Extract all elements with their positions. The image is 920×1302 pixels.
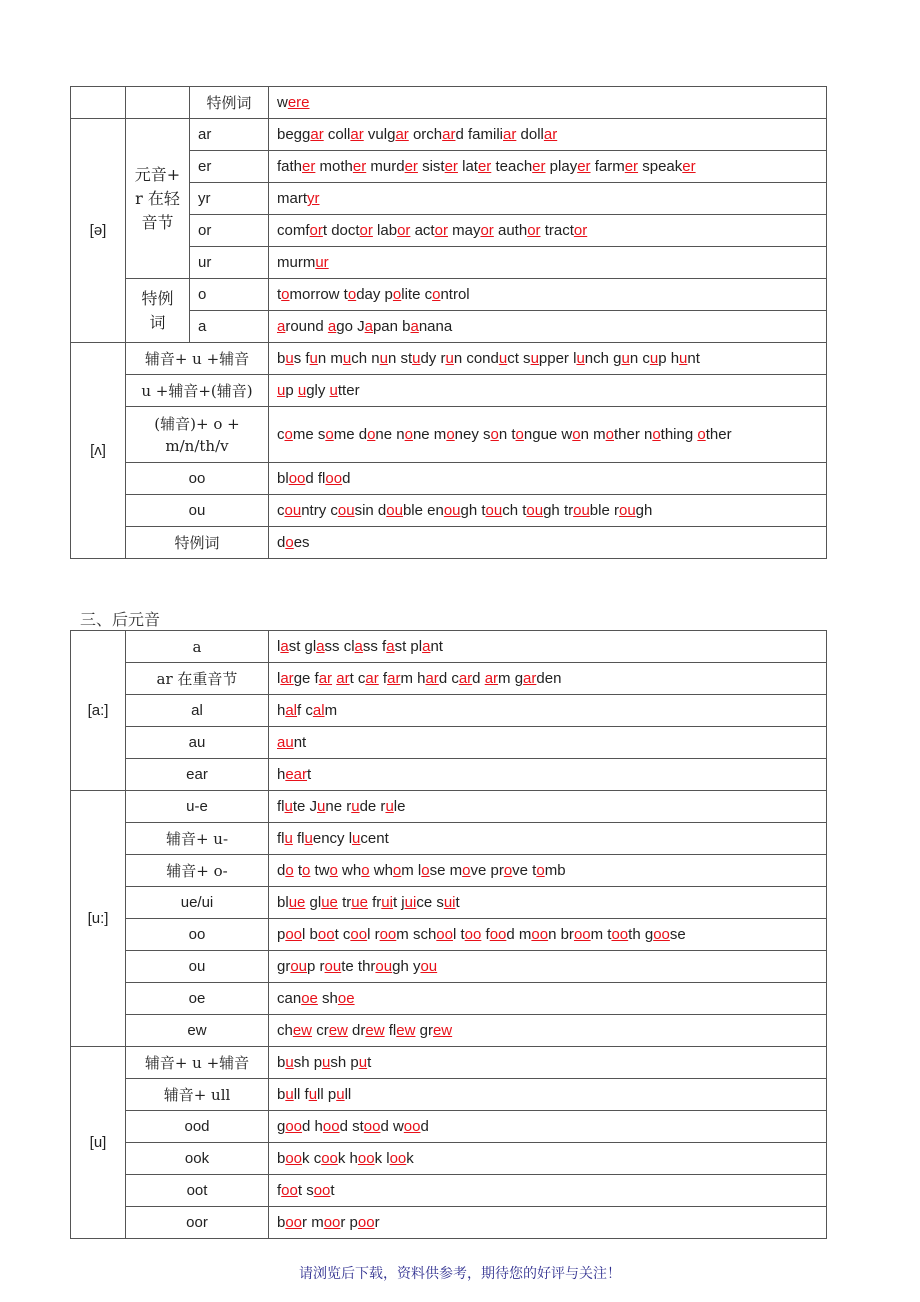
spelling-cell: oo [126, 463, 269, 495]
highlighted-letters: u [336, 1086, 345, 1103]
highlighted-letters: ar [543, 126, 558, 143]
highlighted-letters: o [432, 286, 441, 303]
highlighted-letters: a [386, 638, 395, 655]
highlighted-letters: o [367, 426, 376, 443]
spelling-cell: 辅音+ u- [126, 823, 269, 855]
highlighted-letters: u [285, 350, 294, 367]
phoneme-cell: [a:] [71, 631, 126, 791]
highlighted-letters: u [649, 350, 659, 367]
highlighted-letters: ou [526, 502, 544, 519]
highlighted-letters: ou [573, 502, 590, 519]
highlighted-letters: oo [489, 926, 507, 943]
highlighted-letters: oo [350, 926, 368, 943]
example-words: around ago Japan banana [269, 311, 827, 343]
spelling-cell: ur [190, 247, 269, 279]
highlighted-letters: ew [328, 1022, 348, 1039]
highlighted-letters: o [697, 426, 706, 443]
highlighted-letters: or [397, 222, 411, 239]
example-words: flu fluency lucent [269, 823, 827, 855]
highlighted-letters: er [624, 158, 639, 175]
spelling-cell: 辅音+ u +辅音 [126, 1047, 269, 1079]
highlighted-letters: ar [484, 670, 499, 687]
highlighted-letters: ar [523, 670, 537, 687]
spelling-cell: oot [126, 1175, 269, 1207]
highlighted-letters: u [317, 798, 326, 815]
example-words: chew crew drew flew grew [269, 1015, 827, 1047]
spelling-cell: oor [126, 1207, 269, 1239]
example-words: murmur [269, 247, 827, 279]
example-words: flute June rude rule [269, 791, 827, 823]
highlighted-letters: ar [395, 126, 409, 143]
highlighted-letters: oo [436, 926, 453, 943]
phoneme-cell: [u:] [71, 791, 126, 1047]
highlighted-letters: u [322, 1054, 331, 1071]
highlighted-letters: oo [379, 926, 397, 943]
highlighted-letters: yr [307, 190, 320, 207]
highlighted-letters: ou [337, 502, 355, 519]
vowel-table-1 [70, 86, 827, 559]
highlighted-letters: o [503, 862, 513, 879]
spelling-cell: (辅音)+ o + m/n/th/v [126, 407, 269, 463]
highlighted-letters: ar [336, 670, 350, 687]
highlighted-letters: oo [325, 470, 343, 487]
highlighted-letters: oo [357, 1214, 375, 1231]
highlighted-letters: ou [485, 502, 503, 519]
example-words: bush push put [269, 1047, 827, 1079]
highlighted-letters: o [281, 286, 290, 303]
example-words: martyr [269, 183, 827, 215]
spelling-cell: a [126, 631, 269, 663]
spelling-cell: ook [126, 1143, 269, 1175]
highlighted-letters: u [498, 350, 508, 367]
highlighted-letters: a [364, 318, 373, 335]
highlighted-letters: a [327, 318, 337, 335]
highlighted-letters: u [679, 350, 688, 367]
highlighted-letters: o [446, 426, 455, 443]
highlighted-letters: oo [322, 1118, 340, 1135]
highlighted-letters: o [361, 862, 370, 879]
spelling-cell: 特例词 [126, 527, 269, 559]
example-words: book cook hook look [269, 1143, 827, 1175]
highlighted-letters: ear [285, 766, 308, 783]
highlighted-letters: er [577, 158, 591, 175]
highlighted-letters: al [312, 702, 325, 719]
highlighted-letters: ar [503, 126, 517, 143]
example-words: do to two who whom lose move prove tomb [269, 855, 827, 887]
highlighted-letters: oo [285, 1118, 303, 1135]
example-words: come some done none money son tongue won mother nothing other [269, 407, 827, 463]
highlighted-letters: o [347, 286, 357, 303]
highlighted-letters: ou [324, 958, 342, 975]
highlighted-letters: u [304, 830, 313, 847]
highlighted-letters: au [277, 734, 294, 751]
highlighted-letters: ui [404, 894, 417, 911]
example-words: heart [269, 759, 827, 791]
highlighted-letters: ui [381, 894, 393, 911]
highlighted-letters: o [490, 426, 499, 443]
highlighted-letters: o [285, 862, 294, 879]
highlighted-letters: u [352, 830, 361, 847]
spelling-cell: ood [126, 1111, 269, 1143]
spelling-cell: u-e [126, 791, 269, 823]
highlighted-letters: ou [420, 958, 438, 975]
example-words: good hood stood wood [269, 1111, 827, 1143]
highlighted-letters: oo [464, 926, 482, 943]
highlighted-letters: ere [287, 94, 310, 111]
highlighted-letters: u [329, 382, 338, 399]
spelling-cell: ou [126, 495, 269, 527]
highlighted-letters: ar [425, 670, 439, 687]
highlighted-letters: u [284, 830, 293, 847]
highlighted-letters: u [277, 382, 286, 399]
highlighted-letters: o [421, 862, 430, 879]
spelling-cell: 辅音+ ull [126, 1079, 269, 1111]
highlighted-letters: u [285, 1054, 294, 1071]
highlighted-letters: ar [458, 670, 473, 687]
highlighted-letters: or [573, 222, 588, 239]
highlighted-letters: oo [285, 1214, 303, 1231]
spelling-cell: al [126, 695, 269, 727]
spelling-cell: oo [126, 919, 269, 951]
highlighted-letters: ar [350, 126, 364, 143]
highlighted-letters: oe [301, 990, 318, 1007]
highlighted-letters: ur [315, 254, 329, 271]
highlighted-letters: ar [387, 670, 401, 687]
category-cell [126, 87, 190, 119]
highlighted-letters: o [605, 426, 614, 443]
highlighted-letters: oo [321, 1150, 338, 1167]
highlighted-letters: er [352, 158, 367, 175]
category-cell: 特例词 [126, 279, 190, 343]
spelling-cell: o [190, 279, 269, 311]
highlighted-letters: u [285, 1086, 294, 1103]
example-words: country cousin double enough touch tough trouble rough [269, 495, 827, 527]
highlighted-letters: o [404, 426, 413, 443]
example-words: half calm [269, 695, 827, 727]
spelling-cell: a [190, 311, 269, 343]
highlighted-letters: u [342, 350, 352, 367]
highlighted-letters: oo [403, 1118, 421, 1135]
highlighted-letters: or [309, 222, 323, 239]
spelling-cell: u +辅音+(辅音) [126, 375, 269, 407]
highlighted-letters: u [308, 1086, 318, 1103]
highlighted-letters: ar [310, 126, 324, 143]
example-words: group route through you [269, 951, 827, 983]
highlighted-letters: ou [290, 958, 308, 975]
example-words: father mother murder sister later teacher player farmer speaker [269, 151, 827, 183]
highlighted-letters: o [515, 426, 524, 443]
highlighted-letters: a [277, 318, 286, 335]
highlighted-letters: or [480, 222, 494, 239]
highlighted-letters: o [572, 426, 581, 443]
highlighted-letters: o [392, 862, 402, 879]
example-words: tomorrow today polite control [269, 279, 827, 311]
highlighted-letters: u [284, 798, 293, 815]
example-words: bus fun much nun study run conduct supper lunch gun cup hunt [269, 343, 827, 375]
spelling-cell: ou [126, 951, 269, 983]
spelling-cell: ar [190, 119, 269, 151]
highlighted-letters: oo [357, 1150, 375, 1167]
phoneme-cell: [u] [71, 1047, 126, 1239]
highlighted-letters: a [410, 318, 419, 335]
example-words: canoe shoe [269, 983, 827, 1015]
highlighted-letters: ue [321, 894, 338, 911]
highlighted-letters: oo [285, 1150, 303, 1167]
spelling-cell: 特例词 [190, 87, 269, 119]
spelling-cell: oe [126, 983, 269, 1015]
phoneme-cell: [ə] [71, 119, 126, 343]
highlighted-letters: ui [443, 894, 456, 911]
highlighted-letters: oo [573, 926, 591, 943]
highlighted-letters: oo [281, 1182, 298, 1199]
spelling-cell: ue/ui [126, 887, 269, 919]
example-words: beggar collar vulgar orchard familiar dollar [269, 119, 827, 151]
example-words: aunt [269, 727, 827, 759]
highlighted-letters: oo [323, 1214, 341, 1231]
highlighted-letters: ou [443, 502, 461, 519]
highlighted-letters: u [445, 350, 454, 367]
example-words: pool boot cool room school too food moon broom tooth goose [269, 919, 827, 951]
highlighted-letters: o [392, 286, 402, 303]
highlighted-letters: o [536, 862, 545, 879]
highlighted-letters: oo [611, 926, 629, 943]
highlighted-letters: o [329, 862, 338, 879]
highlighted-letters: ar [442, 126, 456, 143]
example-words: blood flood [269, 463, 827, 495]
highlighted-letters: or [527, 222, 541, 239]
highlighted-letters: a [316, 638, 325, 655]
category-cell: 元音+ r 在轻音节 [126, 119, 190, 279]
example-words: bull full pull [269, 1079, 827, 1111]
example-words: does [269, 527, 827, 559]
spelling-cell: 辅音+ u +辅音 [126, 343, 269, 375]
highlighted-letters: er [302, 158, 316, 175]
highlighted-letters: u [385, 798, 394, 815]
highlighted-letters: oo [317, 926, 335, 943]
spelling-cell: ar 在重音节 [126, 663, 269, 695]
footer-note: 请浏览后下载，资料供参考，期待您的好评与关注！ [299, 1266, 621, 1282]
highlighted-letters: ew [396, 1022, 416, 1039]
phoneme-cell [71, 87, 126, 119]
example-words: large far art car farm hard card arm garden [269, 663, 827, 695]
phoneme-cell: [ʌ] [71, 343, 126, 559]
highlighted-letters: er [444, 158, 458, 175]
spelling-cell: ear [126, 759, 269, 791]
highlighted-letters: oo [653, 926, 670, 943]
highlighted-letters: or [434, 222, 448, 239]
example-words: last glass class fast plant [269, 631, 827, 663]
highlighted-letters: ou [618, 502, 636, 519]
highlighted-letters: ou [386, 502, 403, 519]
highlighted-letters: er [404, 158, 418, 175]
highlighted-letters: oo [313, 1182, 331, 1199]
example-words: up ugly utter [269, 375, 827, 407]
highlighted-letters: oo [285, 926, 303, 943]
highlighted-letters: oo [363, 1118, 381, 1135]
highlighted-letters: ar [280, 670, 294, 687]
example-words: boor moor poor [269, 1207, 827, 1239]
highlighted-letters: u [297, 382, 307, 399]
highlighted-letters: u [576, 350, 585, 367]
highlighted-letters: oo [288, 470, 306, 487]
spelling-cell: or [190, 215, 269, 247]
section-title: 三、后元音 [80, 610, 161, 629]
spelling-cell: 辅音+ o- [126, 855, 269, 887]
highlighted-letters: o [462, 862, 471, 879]
spelling-cell: ew [126, 1015, 269, 1047]
spelling-cell: er [190, 151, 269, 183]
highlighted-letters: ue [288, 894, 306, 911]
highlighted-letters: a [354, 638, 363, 655]
highlighted-letters: ew [365, 1022, 385, 1039]
highlighted-letters: ew [292, 1022, 313, 1039]
highlighted-letters: u [351, 798, 360, 815]
highlighted-letters: u [621, 350, 630, 367]
highlighted-letters: ou [375, 958, 393, 975]
highlighted-letters: u [530, 350, 539, 367]
highlighted-letters: er [682, 158, 696, 175]
highlighted-letters: ue [351, 894, 368, 911]
example-words: blue glue true fruit juice suit [269, 887, 827, 919]
highlighted-letters: o [652, 426, 661, 443]
highlighted-letters: o [284, 426, 293, 443]
highlighted-letters: u [358, 1054, 368, 1071]
highlighted-letters: a [280, 638, 289, 655]
highlighted-letters: ew [432, 1022, 453, 1039]
highlighted-letters: ou [284, 502, 302, 519]
highlighted-letters: u [412, 350, 421, 367]
highlighted-letters: oo [389, 1150, 407, 1167]
highlighted-letters: ar [318, 670, 333, 687]
highlighted-letters: oe [337, 990, 355, 1007]
highlighted-letters: oo [531, 926, 549, 943]
highlighted-letters: or [359, 222, 373, 239]
highlighted-letters: u [379, 350, 388, 367]
highlighted-letters: ar [365, 670, 379, 687]
highlighted-letters: al [285, 702, 298, 719]
spelling-cell: yr [190, 183, 269, 215]
highlighted-letters: o [285, 534, 294, 551]
highlighted-letters: u [309, 350, 318, 367]
highlighted-letters: o [325, 426, 334, 443]
spelling-cell: au [126, 727, 269, 759]
highlighted-letters: er [477, 158, 492, 175]
example-words: comfort doctor labor actor mayor author tractor [269, 215, 827, 247]
highlighted-letters: a [422, 638, 431, 655]
example-words: were [269, 87, 827, 119]
highlighted-letters: er [532, 158, 546, 175]
example-words: foot soot [269, 1175, 827, 1207]
vowel-table-2 [70, 630, 827, 1239]
highlighted-letters: o [302, 862, 311, 879]
